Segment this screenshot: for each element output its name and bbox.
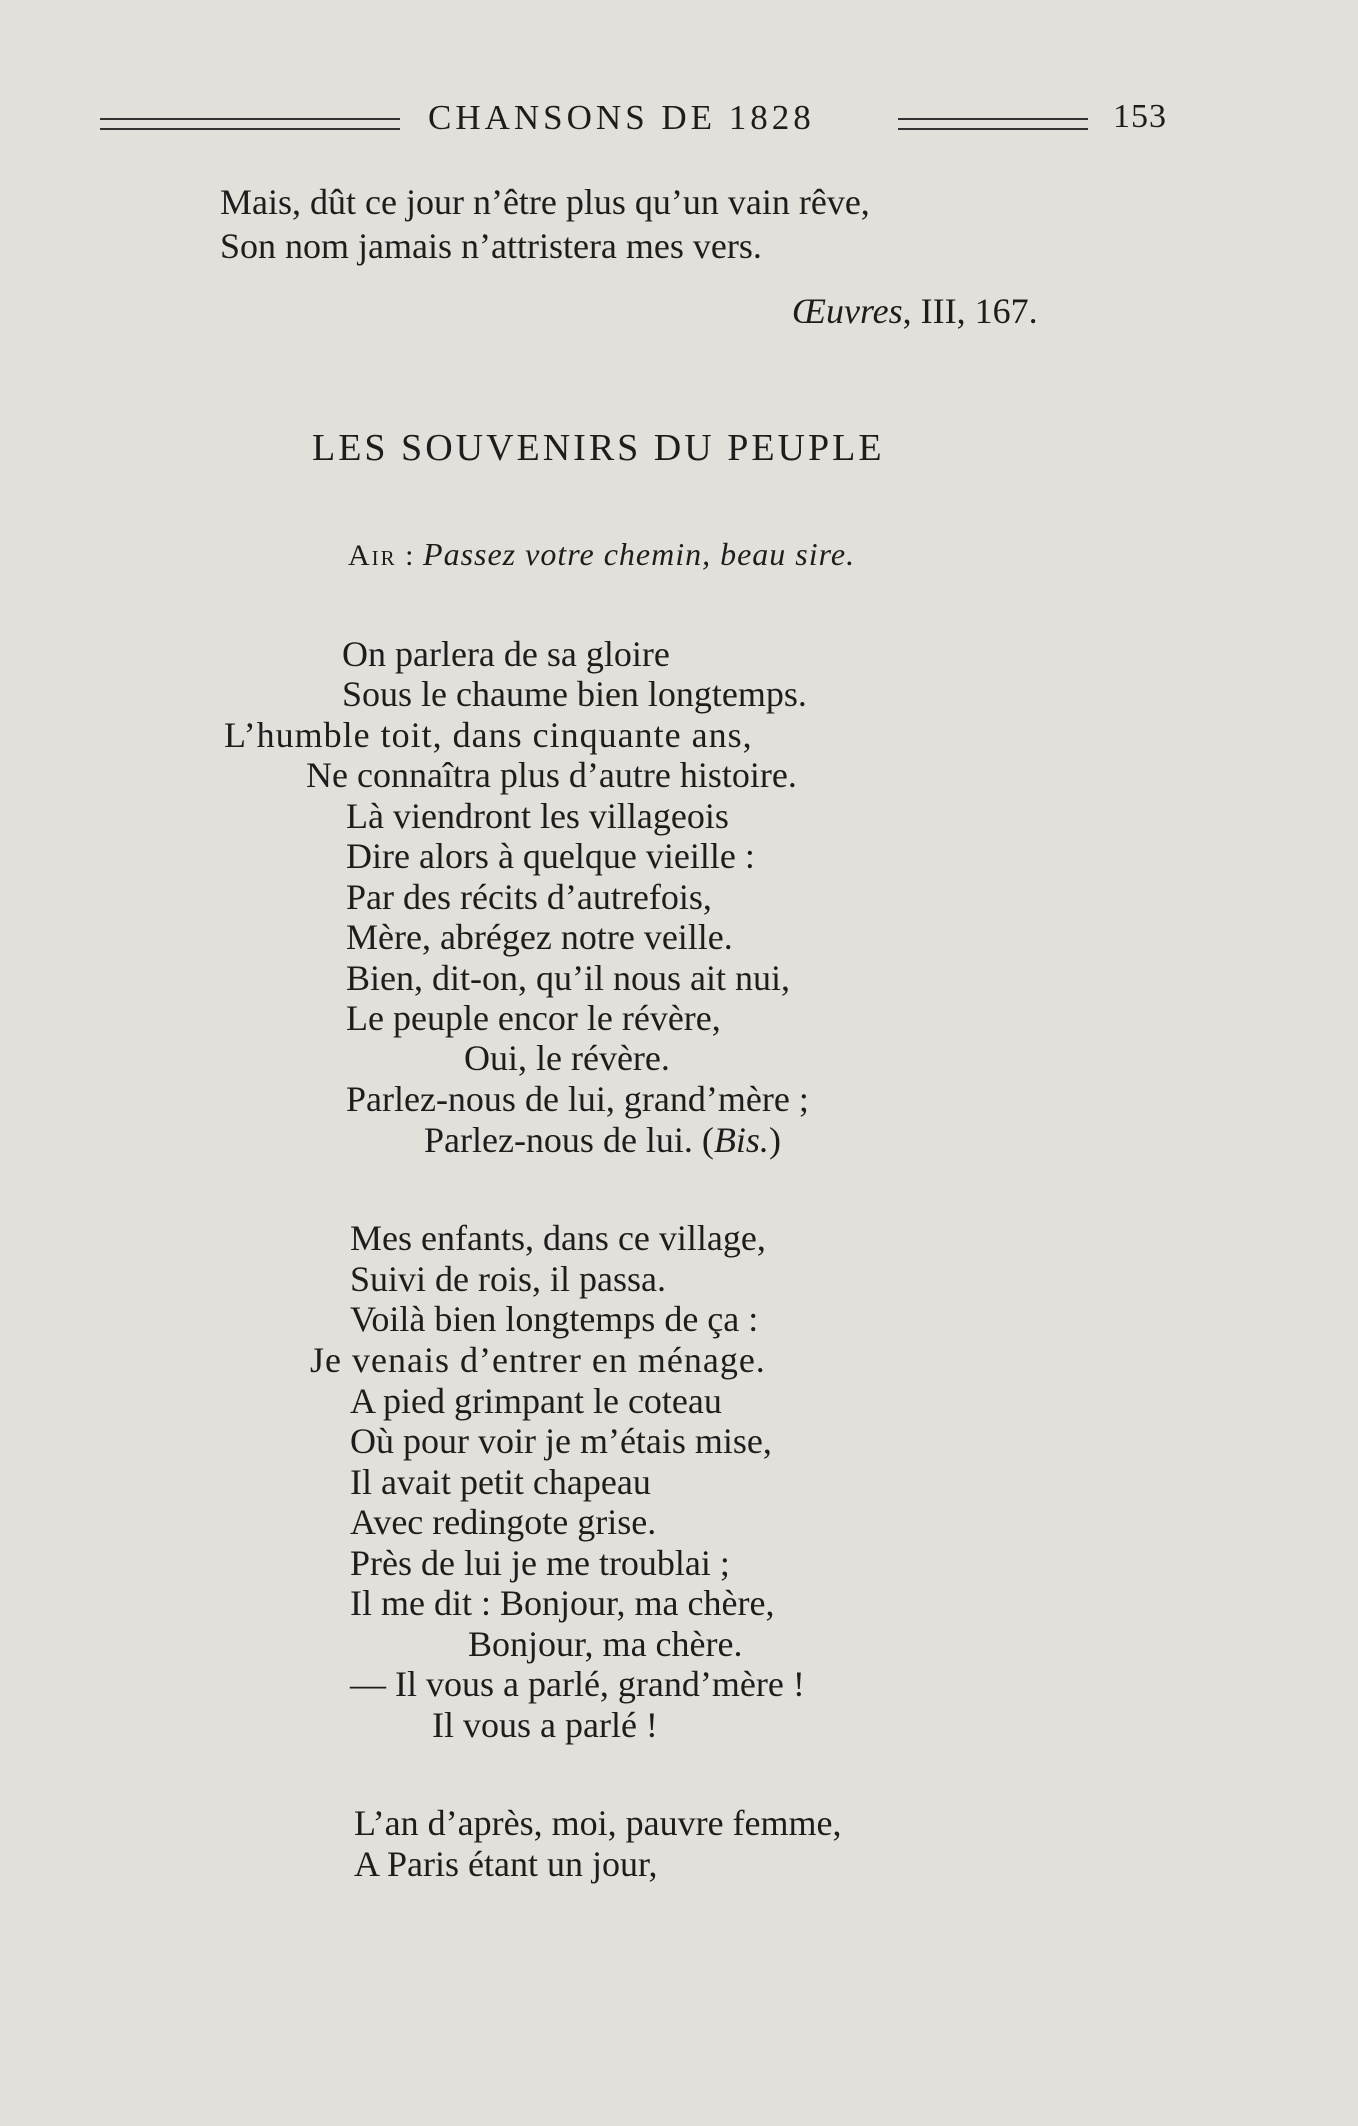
page-number: 153	[1113, 98, 1167, 135]
verse-line: Il me dit : Bonjour, ma chère,	[350, 1583, 775, 1623]
verse-line: Là viendront les villageois	[346, 796, 729, 836]
source-reference	[792, 290, 1038, 332]
reference-work: Œuvres	[792, 291, 903, 331]
verse-line-refrain	[424, 1122, 781, 1158]
verse-line: Où pour voir je m’étais mise,	[350, 1421, 772, 1461]
header-rule-left	[100, 118, 400, 130]
bis-close-paren: )	[768, 1120, 781, 1160]
verse-line: Dire alors à quelque vieille :	[346, 836, 755, 876]
verse-line: On parlera de sa gloire	[342, 634, 670, 674]
verse-line: A Paris étant un jour,	[354, 1844, 658, 1884]
air-tune: Passez votre chemin, beau sire.	[423, 536, 856, 572]
verse-line: Le peuple encor le révère,	[346, 998, 721, 1038]
running-title: CHANSONS DE 1828	[428, 98, 815, 137]
verse-line: Parlez-nous de lui, grand’mère ;	[346, 1079, 809, 1119]
verse-line: Ne connaîtra plus d’autre histoire.	[306, 755, 797, 795]
verse-line: L’an d’après, moi, pauvre femme,	[354, 1803, 842, 1843]
verse-line: Voilà bien longtemps de ça :	[350, 1299, 759, 1339]
header-rule-right	[898, 118, 1088, 130]
verse-line: Bonjour, ma chère.	[468, 1624, 743, 1664]
verse-line: — Il vous a parlé, grand’mère !	[350, 1664, 805, 1704]
poem-title: LES SOUVENIRS DU PEUPLE	[312, 427, 885, 469]
previous-poem-line: Mais, dût ce jour n’être plus qu’un vain rêve,	[220, 182, 870, 222]
air-label: Air	[348, 539, 397, 572]
verse-line: Sous le chaume bien longtemps.	[342, 674, 807, 714]
verse-line: Mes enfants, dans ce village,	[350, 1218, 766, 1258]
previous-poem-line: Son nom jamais n’attristera mes vers.	[220, 226, 762, 266]
air-line	[348, 536, 855, 573]
verse-line: Je venais d’entrer en ménage.	[310, 1340, 766, 1380]
reference-volume-page: , III, 167.	[902, 291, 1038, 331]
running-header	[100, 98, 1180, 142]
verse-line: Près de lui je me troublai ;	[350, 1543, 730, 1583]
verse-line: Bien, dit-on, qu’il nous ait nui,	[346, 958, 790, 998]
verse-line: A pied grimpant le coteau	[350, 1381, 722, 1421]
verse-line: Par des récits d’autrefois,	[346, 877, 712, 917]
bis-marker: Bis.	[713, 1120, 769, 1160]
verse-line: Oui, le révère.	[464, 1038, 670, 1078]
air-separator: :	[396, 539, 424, 572]
verse-line: Il avait petit chapeau	[350, 1462, 651, 1502]
verse-line: L’humble toit, dans cinquante ans,	[224, 715, 753, 755]
verse-line: Mère, abrégez notre veille.	[346, 917, 733, 957]
refrain-text: Parlez-nous de lui. (	[424, 1120, 714, 1160]
verse-line: Avec redingote grise.	[350, 1502, 657, 1542]
verse-line: Suivi de rois, il passa.	[350, 1259, 666, 1299]
verse-line: Il vous a parlé !	[432, 1705, 658, 1745]
